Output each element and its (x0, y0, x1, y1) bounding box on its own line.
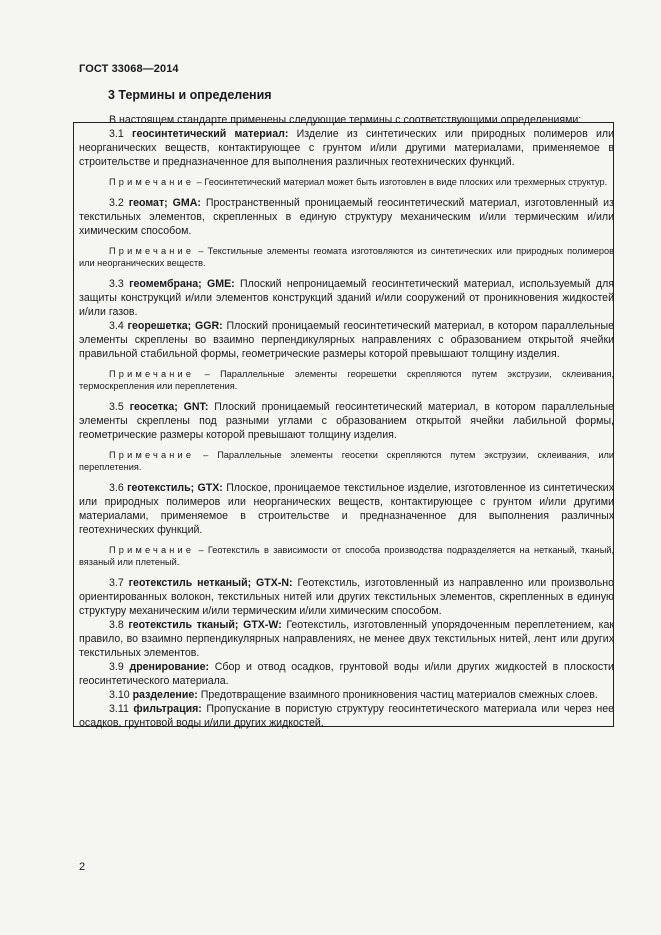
term-3-1: 3.1 геосинтетический материал: Изделие из синтетических или природных полимеров или неорганических веществ, контактирующее с грунтом и/или другими материалами, применяемое в строительстве и предназначенное для выполнения различных геотехнических функций. (79, 128, 615, 168)
term-3-3: 3.3 геомембрана; GME: Плоский непроницаемый геосинтетический материал, используемый для защиты конструкций и/или элементов конструкций зданий и/или сооружений от проникновения жидкостей и/или газов. (79, 277, 614, 318)
section-title: 3 Термины и определения (108, 88, 272, 102)
terms-content (79, 113, 614, 730)
term-3-9: 3.9 дренирование: Сбор и отвод осадков, грунтовой воды и/или других жидкостей в плоскости геосинтетического материала. (79, 660, 614, 687)
page-number: 2 (79, 861, 86, 873)
term-3-7: 3.7 геотекстиль нетканый; GTX-N: Геотекстиль, изготовленный из направленно или произвольно ориентированных волокон, текстильных нитей или других текстильных элементов, скрепленных в единую структуру механическим и/или термическим и/или химическим способом. (79, 576, 614, 617)
note-4: Примечание – Параллельные элементы геосетки скрепляются путем экструзии, склеивания, или переплетения. (79, 449, 614, 472)
note-2: Примечание – Текстильные элементы геомата изготовляются из синтетических или природных полимеров или неорганических веществ. (79, 245, 615, 268)
intro-text: В настоящем стандарте применены следующие термины с соответствующими определениями: (109, 114, 582, 126)
note-1: Примечание – Геосинтетический материал может быть изготовлен в виде плоских или трехмерных структур. (109, 177, 608, 187)
term-3-11: 3.11 фильтрация: Пропускание в пористую структуру геосинтетического материала или через нее осадков, грунтовой воды и/или других жидкостей. (79, 702, 614, 729)
note-5: Примечание – Геотекстиль в зависимости от способа производства подразделяется на нетканый, тканый, вязаный или плетеный. (79, 544, 614, 567)
note-3: Примечание – Параллельные элементы георешетки скрепляются путем экструзии, склеивания, термоскрепления или переплетения. (79, 368, 614, 391)
term-3-2: 3.2 геомат; GMA: Пространственный проницаемый геосинтетический материал, изготовленный из текстильных элементов, скрепленных в единую структуру механическим и/или термическим и/или химическим способом. (79, 196, 614, 237)
term-3-5: 3.5 геосетка; GNT: Плоский проницаемый геосинтетический материал, в котором параллельные элементы скреплены под разными углами с образованием открытой ячейки лабильной формы, геометрические размеры которой превышают толщину изделия. (79, 400, 614, 441)
term-3-10: 3.10 разделение: Предотвращение взаимного проникновения частиц материалов смежных слоев. (109, 688, 598, 701)
term-3-4: 3.4 георешетка; GGR: Плоский проницаемый геосинтетический материал, в котором параллельные элементы скреплены во взаимно перпендикулярных направлениях с образованием открытой ячейки правильной стабильной формы, геометрические размеры которой превышают толщину изделия. (79, 319, 614, 360)
term-3-8: 3.8 геотекстиль тканый; GTX-W: Геотекстиль, изготовленный упорядоченным переплетением, как правило, во взаимно перпендикулярных направлениях, не менее двух текстильных нитей, лент или других текстильных элементов. (79, 618, 614, 659)
document-header: ГОСТ 33068—2014 (79, 63, 179, 75)
term-3-6: 3.6 геотекстиль; GTX: Плоское, проницаемое текстильное изделие, изготовленное из синтетических или природных полимеров или неорганических веществ, контактирующее с грунтом и/или другими материалами, применяемое в строительстве и предназначенное для выполнения различных геотехнических функций. (79, 481, 615, 536)
